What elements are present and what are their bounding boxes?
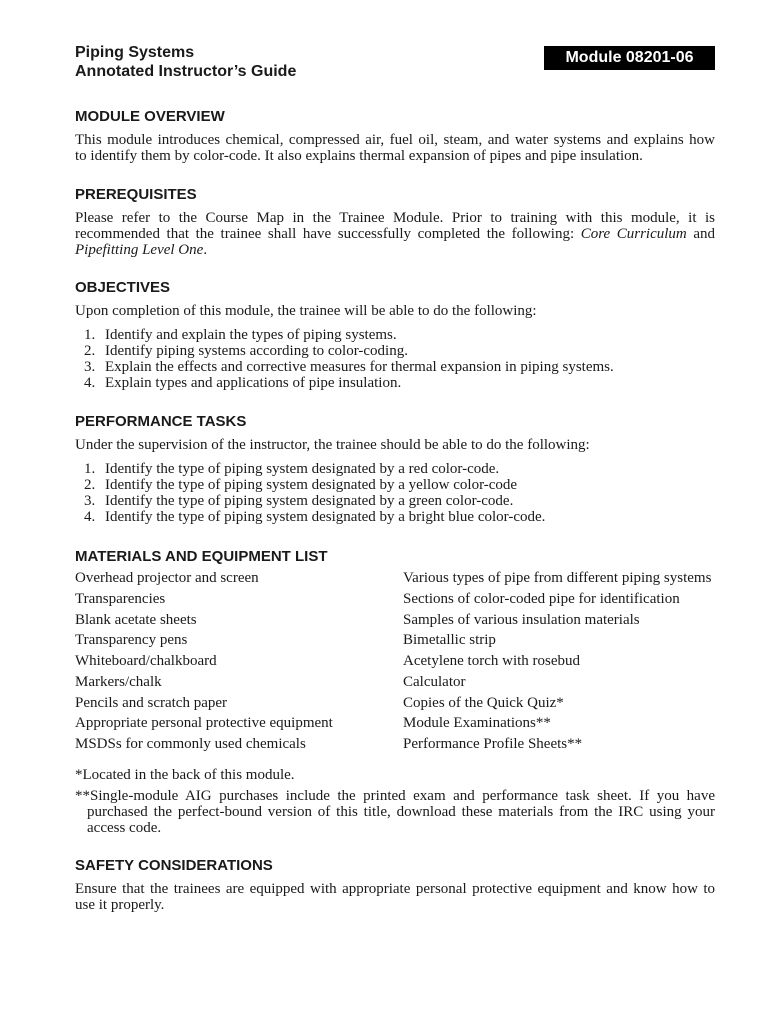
material-item: Calculator [403,673,466,690]
paragraph-line: Please refer to the Course Map in the Trainee Module. Prior to training with this module, it is [75,210,715,226]
materials-columns [75,568,715,755]
material-item: Transparencies [75,590,166,607]
section-heading: MODULE OVERVIEW [75,108,225,125]
footnotes [75,767,715,836]
paragraph-text: . [203,242,208,258]
prerequisites-paragraph [75,210,715,258]
performance-tasks-list [75,461,715,525]
paragraph-text: and [686,226,715,242]
materials-right-column [403,568,715,755]
material-item: Sections of color-coded pipe for identification [403,590,680,607]
footnote-single-asterisk: *Located in the back of this module. [75,767,295,783]
task-number: 1. [84,461,96,477]
task-text: Identify the type of piping system designated by a green color-code. [105,493,514,509]
materials-section [75,548,715,755]
guide-title [75,43,296,81]
task-text: Identify the type of piping system designated by a yellow color-code [105,477,518,493]
task-item [75,493,715,509]
task-text: Identify the type of piping system designated by a red color-code. [105,461,500,477]
task-text: Identify the type of piping system designated by a bright blue color-code. [105,509,546,525]
section-heading: OBJECTIVES [75,279,171,296]
materials-left-column [75,568,395,755]
paragraph-text: recommended that the trainee shall have successfully completed the following: [75,226,581,242]
objectives-section [75,279,715,391]
section-heading: SAFETY CONSIDERATIONS [75,857,273,874]
module-overview-section [75,108,715,164]
material-item: Transparency pens [75,632,188,649]
performance-tasks-intro: Under the supervision of the instructor, the trainee should be able to do the following: [75,437,590,453]
task-number: 2. [84,477,96,493]
material-item: Samples of various insulation materials [403,611,640,628]
material-item: Blank acetate sheets [75,611,197,628]
task-item [75,477,715,493]
prerequisites-section [75,186,715,258]
objective-number: 1. [84,327,96,343]
section-heading: MATERIALS AND EQUIPMENT LIST [75,548,328,565]
objectives-intro: Upon completion of this module, the trainee will be able to do the following: [75,303,537,319]
task-item [75,509,715,525]
objective-item [75,327,715,343]
material-item: Pencils and scratch paper [75,694,228,711]
objectives-list [75,327,715,391]
footnote-line: purchased the perfect-bound version of this title, download these materials from the IRC using your [87,804,715,820]
material-item: Module Examinations** [403,715,551,732]
objective-number: 4. [84,375,96,391]
paragraph-line: to identify them by color-code. It also explains thermal expansion of pipes and pipe insulation. [75,148,643,164]
objective-item [75,375,715,391]
paragraph-line: use it properly. [75,897,165,913]
material-item: Markers/chalk [75,673,162,690]
objective-number: 2. [84,343,96,359]
footnote-line: **Single-module AIG purchases include the printed exam and performance task sheet. If you have [75,788,715,804]
footnote-line: access code. [87,820,162,836]
material-item: MSDSs for commonly used chemicals [75,736,306,752]
module-number-badge: Module 08201-06 [544,46,715,70]
material-item: Various types of pipe from different piping systems [403,570,712,586]
material-item: Performance Profile Sheets** [403,736,583,752]
footnote-double-asterisk [75,788,715,836]
material-item: Whiteboard/chalkboard [75,653,217,669]
section-heading: PREREQUISITES [75,186,197,203]
material-item: Copies of the Quick Quiz* [403,694,564,711]
paragraph-line [75,226,715,242]
overview-paragraph [75,132,715,164]
course-title-italic: Core Curriculum [580,226,687,242]
section-heading: PERFORMANCE TASKS [75,413,247,430]
paragraph-line [75,242,715,258]
safety-section [75,857,715,913]
title-line-2: Annotated Instructor’s Guide [75,63,297,80]
material-item: Bimetallic strip [403,632,496,649]
paragraph-line: Ensure that the trainees are equipped with appropriate personal protective equipment and know how to [75,881,715,897]
objective-text: Identify piping systems according to color-coding. [105,343,408,359]
material-item: Overhead projector and screen [75,570,259,586]
objective-text: Explain the effects and corrective measures for thermal expansion in piping systems. [105,359,614,375]
objective-text: Identify and explain the types of piping systems. [105,327,397,343]
task-number: 3. [84,493,96,509]
task-number: 4. [84,509,96,525]
task-item [75,461,715,477]
objective-item [75,343,715,359]
paragraph-line: This module introduces chemical, compressed air, fuel oil, steam, and water systems and explains how [75,132,715,148]
objective-number: 3. [84,359,96,375]
objective-item [75,359,715,375]
objective-text: Explain types and applications of pipe insulation. [105,375,402,391]
material-item: Acetylene torch with rosebud [403,653,581,669]
material-item: Appropriate personal protective equipment [75,715,333,732]
title-line-1: Piping Systems [75,44,195,61]
course-title-italic: Pipefitting Level One [75,242,204,258]
safety-paragraph [75,881,715,913]
performance-tasks-section [75,413,715,525]
